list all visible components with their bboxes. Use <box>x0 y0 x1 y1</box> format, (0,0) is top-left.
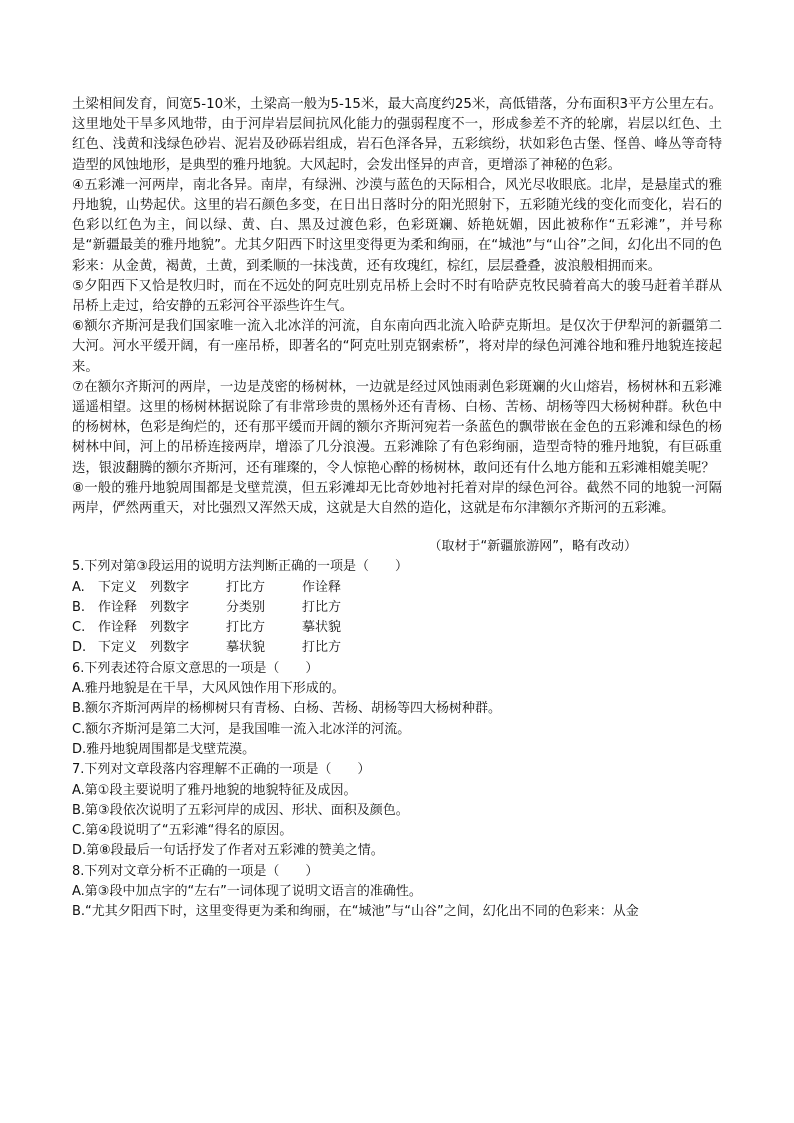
question-5-option-c <box>72 618 722 638</box>
paragraph-5: ⑤夕阳西下又恰是牧归时，而在不远处的阿克吐别克吊桥上会时不时有哈萨克牧民骑着高大的骏马赶着羊群从吊桥上走过，给安静的五彩河谷平添些许生气。 <box>72 278 722 315</box>
question-7-option-b: B.第③段依次说明了五彩河岸的成因、形状、面积及颜色。 <box>72 802 409 818</box>
document-page <box>72 95 722 923</box>
option-term: 摹状貌 <box>226 640 266 656</box>
option-term: 下定义 <box>98 640 138 656</box>
option-letter: B. <box>72 599 86 615</box>
question-6-option-b: B.额尔齐斯河两岸的杨柳树只有青杨、白杨、苦杨、胡杨等四大杨树种群。 <box>72 701 502 717</box>
option-term: 摹状貌 <box>302 620 342 636</box>
question-8-option-b: B.“尤其夕阳西下时，这里变得更为柔和绚丽，在“城池”与“山谷”之间，幻化出不同的色彩来：从金 <box>72 904 639 920</box>
question-8-stem: 8.下列对文章分析不正确的一项是（ ） <box>72 863 319 879</box>
option-term: 打比方 <box>302 640 342 656</box>
option-term: 作诠释 <box>302 579 342 595</box>
option-term: 列数字 <box>150 599 190 615</box>
option-term: 打比方 <box>302 599 342 615</box>
source-note: （取材于“新疆旅游网”，略有改动） <box>428 539 637 555</box>
question-6-option-c: C.额尔齐斯河是第二大河，是我国唯一流入北冰洋的河流。 <box>72 721 411 737</box>
option-letter: D. <box>72 640 87 656</box>
question-7-option-a: A.第①段主要说明了雅丹地貌的地貌特征及成因。 <box>72 782 357 798</box>
question-5-option-d <box>72 638 722 658</box>
option-term: 分类别 <box>226 599 266 615</box>
question-5-option-b <box>72 598 722 618</box>
question-6-stem: 6.下列表述符合原文意思的一项是（ ） <box>72 660 319 676</box>
question-7-option-d: D.第⑧段最后一句话抒发了作者对五彩滩的赞美之情。 <box>72 843 384 859</box>
paragraph-6: ⑥额尔齐斯河是我们国家唯一流入北冰洋的河流，自东南向西北流入哈萨克斯坦。是仅次于伊犁河的新疆第二大河。河水平缓开阔，有一座吊桥，即著名的“阿克吐别克钢索桥”，将对岸的绿色河滩谷地和雅丹地貌连接起来。 <box>72 319 722 375</box>
option-term: 列数字 <box>150 579 190 595</box>
paragraph-4: ④五彩滩一河两岸，南北各异。南岸，有绿洲、沙漠与蓝色的天际相合，风光尽收眼底。北岸，是悬崖式的雅丹地貌，山势起伏。这里的岩石颜色多变，在日出日落时分的阳光照射下，五彩随光线的变化而变化，岩石的色彩以红色为主，间以绿、黄、白、黑及过渡色彩，色彩斑斓、娇艳妩媚，因此被称作“五彩滩”，并号称是“新疆最美的雅丹地貌”。尤其夕阳西下时这里变得更为柔和绚丽，在“城池”与“山谷”之间，幻化出不同的色彩来：从金黄，褐黄，土黄，到柔顺的一抹浅黄，还有玫瑰红，棕红，层层叠叠，波浪般相拥而来。 <box>72 177 722 274</box>
option-term: 下定义 <box>98 579 138 595</box>
paragraph-7: ⑦在额尔齐斯河的两岸，一边是茂密的杨树林，一边就是经过风蚀雨剥色彩斑斓的火山熔岩，杨树林和五彩滩遥遥相望。这里的杨树林据说除了有非常珍贵的黑杨外还有青杨、白杨、苦杨、胡杨等四大杨树种群。秋色中的杨树林，色彩是绚烂的，还有那平缓而开阔的额尔齐斯河宛若一条蓝色的飘带嵌在金色的五彩滩和绿色的杨树林中间，河上的吊桥连接两岸，增添了几分浪漫。五彩滩除了有色彩绚丽，造型奇特的雅丹地貌，有巨砾重迭，银波翻腾的额尔齐斯河，还有璀璨的，令人惊艳心醉的杨树林，敢问还有什么地方能和五彩滩相媲美呢？ <box>72 379 722 476</box>
option-term: 打比方 <box>226 579 266 595</box>
option-term: 作诠释 <box>98 599 138 615</box>
option-term: 作诠释 <box>98 620 138 636</box>
question-6-option-a: A.雅丹地貌是在干旱，大风风蚀作用下形成的。 <box>72 681 345 697</box>
option-term: 列数字 <box>150 620 190 636</box>
question-7-stem: 7.下列对文章段落内容理解不正确的一项是（ ） <box>72 762 371 778</box>
question-8-option-a: A.第③段中加点字的“左右”一词体现了说明文语言的准确性。 <box>72 884 422 900</box>
question-5-stem: 5.下列对第③段运用的说明方法判断正确的一项是（ ） <box>72 559 409 575</box>
option-term: 打比方 <box>226 620 266 636</box>
paragraph-3-continued: 土梁相间发育，间宽5-10米，土梁高一般为5-15米，最大高度约25米，高低错落，分布面积3平方公里左右。这里地处干旱多风地带，由于河岸岩层间抗风化能力的强弱程度不一，形成参差不齐的轮廓，岩层以红色、土红色、浅黄和浅绿色砂岩、泥岩及砂砾岩组成，岩石色泽各异，五彩缤纷，状如彩色古堡、怪兽、峰丛等奇特造型的风蚀地形，是典型的雅丹地貌。大风起时，会发出怪异的声音，更增添了神秘的色彩。 <box>72 97 722 173</box>
paragraph-8: ⑧一般的雅丹地貌周围都是戈壁荒漠，但五彩滩却无比奇妙地衬托着对岸的绿色河谷。截然不同的地貌一河隔两岸，俨然两重天，对比强烈又浑然天成，这就是大自然的造化，这就是布尔津额尔齐斯河的五彩滩。 <box>72 480 722 517</box>
question-6-option-d: D.雅丹地貌周围都是戈壁荒漠。 <box>72 741 256 757</box>
question-7-option-c: C.第④段说明了“五彩滩“得名的原因。 <box>72 823 293 839</box>
option-letter: A. <box>72 579 85 595</box>
option-term: 列数字 <box>150 640 190 656</box>
option-letter: C. <box>72 620 86 636</box>
question-5-option-a <box>72 578 722 598</box>
